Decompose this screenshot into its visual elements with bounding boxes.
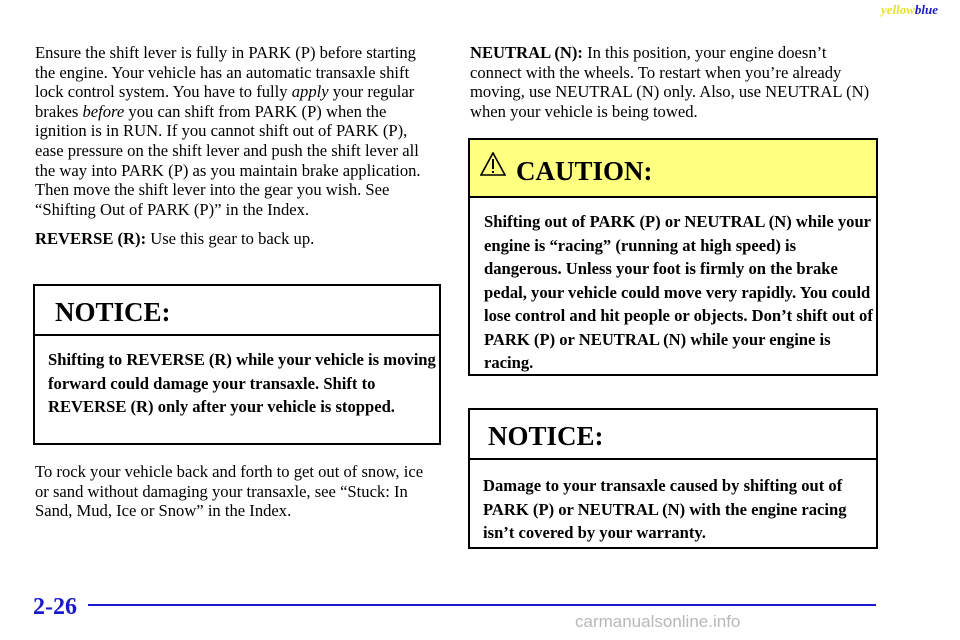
para1-text-b: your regular brakes bbox=[35, 82, 415, 121]
para2-text: To rock your vehicle back and forth to get out of snow, ice or sand without damaging your transaxle, see “Stuck: In Sand, Mud, Ice or Snow” in the Index. bbox=[35, 462, 424, 521]
footer-watermark: carmanualsonline.info bbox=[575, 612, 741, 631]
header-blue: blue bbox=[914, 2, 938, 17]
footer-rule bbox=[88, 604, 876, 606]
reverse-paragraph bbox=[35, 229, 435, 249]
left-column bbox=[35, 43, 435, 249]
notice-title: NOTICE: bbox=[470, 410, 876, 460]
warranty-notice-box bbox=[468, 408, 878, 549]
warning-triangle-icon bbox=[480, 152, 506, 176]
reverse-text: Use this gear to back up. bbox=[146, 229, 315, 249]
para1-text-c: you can shift from PARK (P) when the ignition is in RUN. If you cannot shift out of PARK (P), ease pressure on the shift lever and push the shift lever all the way into PARK (P) as you maintain brake application. Then move the shift lever into the gear you wish. See “Shifting Out of PARK (P)” in the Index. bbox=[35, 101, 421, 219]
shift-lever-paragraph bbox=[35, 43, 435, 219]
reverse-label: REVERSE (R): bbox=[35, 229, 147, 249]
para1-before: before bbox=[82, 101, 125, 121]
notice-title: NOTICE: bbox=[35, 286, 439, 336]
page-number: 2-26 bbox=[33, 594, 77, 620]
neutral-paragraph bbox=[470, 43, 880, 121]
neutral-text: In this position, your engine doesn’t connect with the wheels. To restart when you’re already moving, use NEUTRAL (N) only. Also, use NEUTRAL (N) when your vehicle is being towed. bbox=[470, 43, 870, 121]
right-column bbox=[470, 43, 880, 121]
header-yellow: yellow bbox=[880, 2, 915, 17]
neutral-label: NEUTRAL (N): bbox=[470, 43, 583, 62]
rock-vehicle-paragraph bbox=[35, 462, 435, 521]
para1-apply: apply bbox=[291, 82, 329, 102]
notice-body: Damage to your transaxle caused by shifting out of PARK (P) or NEUTRAL (N) with the engine racing isn’t covered by your warranty. bbox=[483, 476, 847, 542]
page-header-tag bbox=[881, 2, 938, 18]
reverse-notice-box bbox=[33, 284, 441, 445]
para1-text-a: Ensure the shift lever is fully in PARK (P) before starting the engine. Your vehicle has an automatic transaxle shift lock control system. You have to fully bbox=[35, 43, 416, 102]
caution-body: Shifting out of PARK (P) or NEUTRAL (N) while your engine is “racing” (running at high speed) is dangerous. Unless your foot is firmly on the brake pedal, your vehicle could move very rapidly. You could lose control and hit people or objects. Don’t shift out of PARK (P) or NEUTRAL (N) while your engine is racing. bbox=[484, 212, 873, 372]
caution-box bbox=[468, 138, 878, 376]
caution-title: CAUTION: bbox=[516, 156, 653, 186]
caution-header bbox=[470, 140, 876, 198]
notice-body: Shifting to REVERSE (R) while your vehicle is moving forward could damage your transaxle. Shift to REVERSE (R) only after your vehicle is stopped. bbox=[48, 350, 436, 416]
